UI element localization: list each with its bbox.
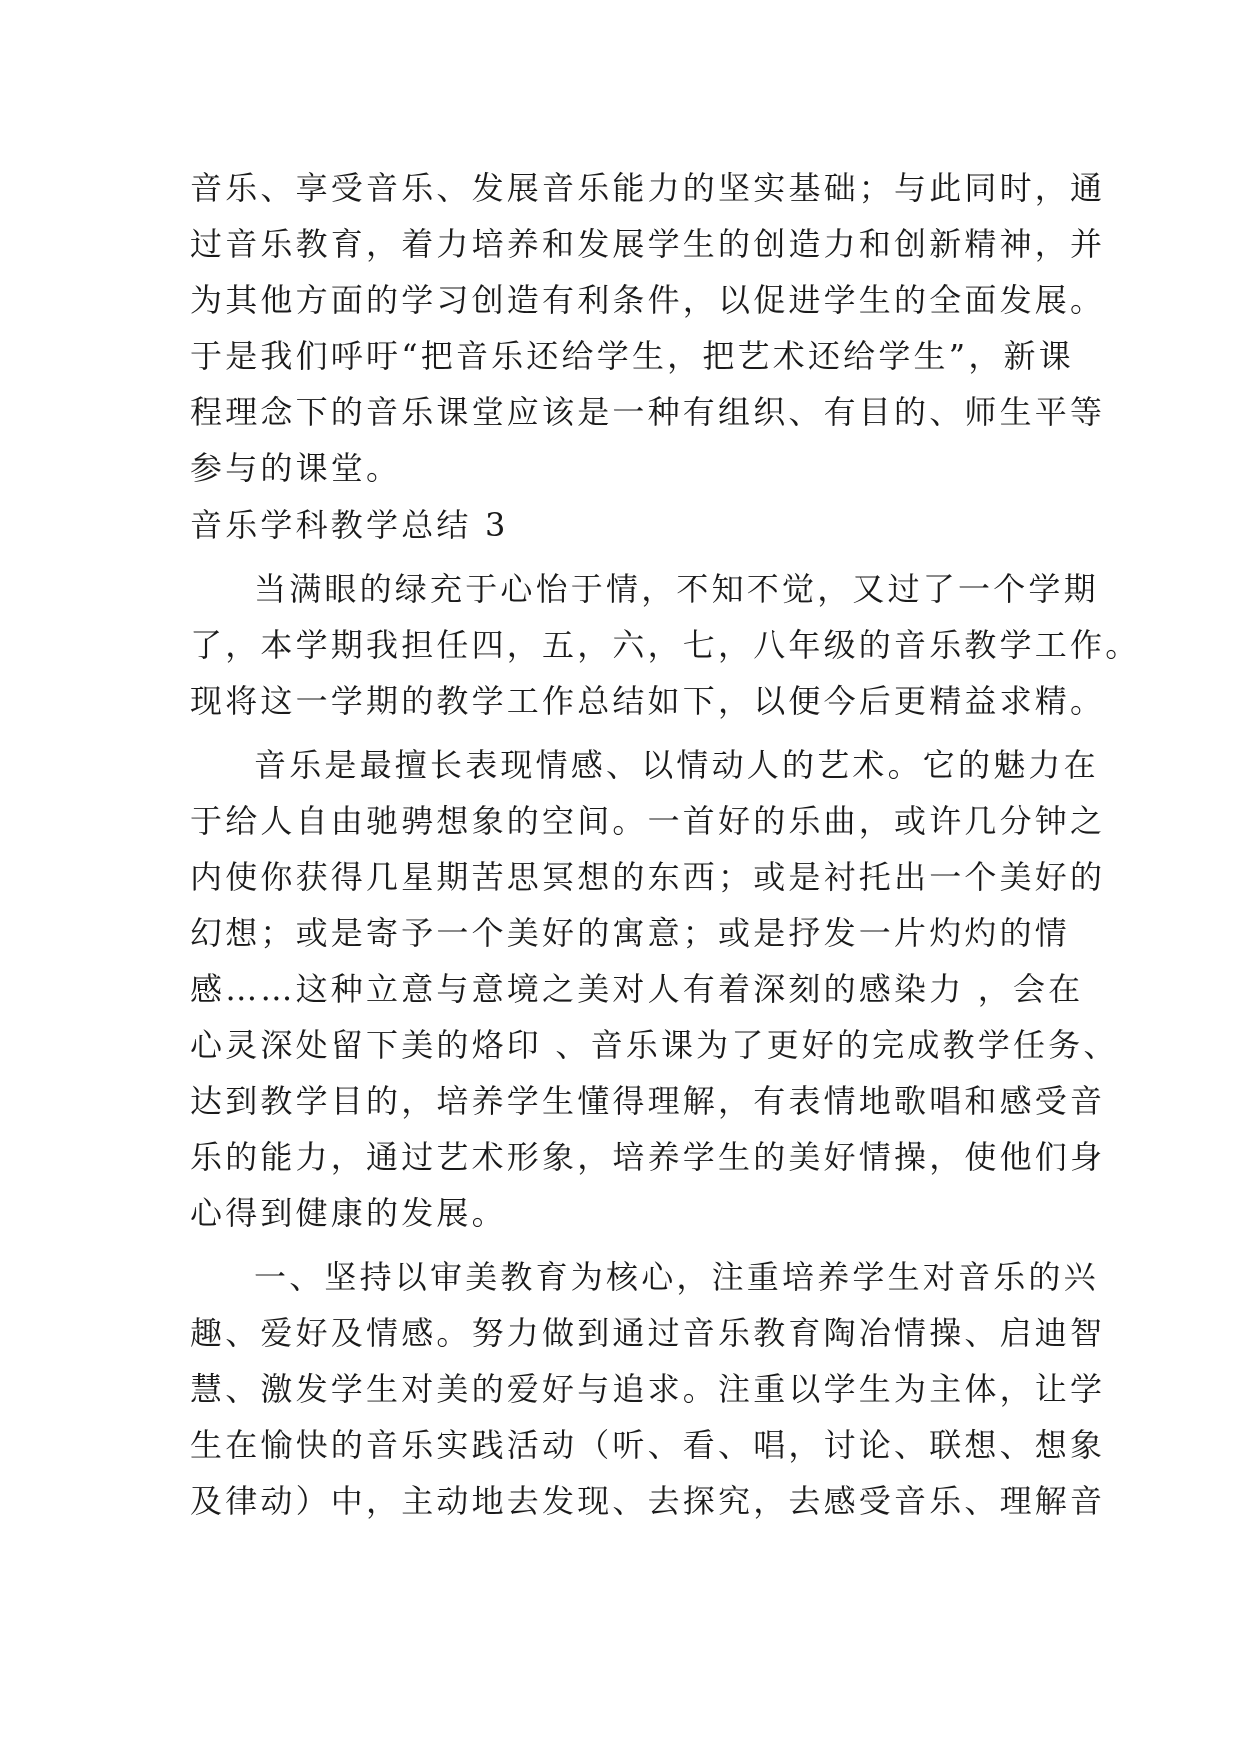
text-line: 生在愉快的音乐实践活动（听、看、唱，讨论、联想、想象 — [190, 1426, 1106, 1464]
text-line: 了，本学期我担任四，五，六，七，八年级的音乐教学工作。 — [190, 626, 1141, 664]
text-line: 音乐是最擅长表现情感、以情动人的艺术。它的魅力在 — [254, 746, 1099, 784]
text-line: 趣、爱好及情感。努力做到通过音乐教育陶冶情操、启迪智 — [190, 1314, 1106, 1352]
text-line: 程理念下的音乐课堂应该是一种有组织、有目的、师生平等 — [190, 393, 1106, 431]
text-line: 参与的课堂。 — [190, 449, 402, 487]
text-line: 幻想；或是寄予一个美好的寓意；或是抒发一片灼灼的情 — [190, 914, 1071, 952]
text-line: 感……这种立意与意境之美对人有着深刻的感染力 ，会在 — [190, 970, 1084, 1008]
text-line: 乐的能力，通过艺术形象，培养学生的美好情操，使他们身 — [190, 1138, 1106, 1176]
text-line: 于是我们呼吁“把音乐还给学生，把艺术还给学生”，新课 — [190, 337, 1074, 375]
text-line: 慧、激发学生对美的爱好与追求。注重以学生为主体，让学 — [190, 1370, 1106, 1408]
text-line: 内使你获得几星期苦思冥想的东西；或是衬托出一个美好的 — [190, 858, 1106, 896]
text-line: 于给人自由驰骋想象的空间。一首好的乐曲，或许几分钟之 — [190, 802, 1106, 840]
text-line: 为其他方面的学习创造有利条件，以促进学生的全面发展。 — [190, 281, 1106, 319]
text-line: 及律动）中，主动地去发现、去探究，去感受音乐、理解音 — [190, 1482, 1106, 1520]
text-line: 达到教学目的，培养学生懂得理解，有表情地歌唱和感受音 — [190, 1082, 1106, 1120]
text-line: 心得到健康的发展。 — [190, 1194, 507, 1232]
section-heading: 音乐学科教学总结 3 — [190, 506, 509, 544]
text-line: 当满眼的绿充于心怡于情，不知不觉，又过了一个学期 — [254, 570, 1099, 608]
text-line: 一、坚持以审美教育为核心，注重培养学生对音乐的兴 — [254, 1258, 1099, 1296]
text-line: 心灵深处留下美的烙印 、音乐课为了更好的完成教学任务、 — [190, 1026, 1119, 1064]
text-line: 音乐、享受音乐、发展音乐能力的坚实基础；与此同时，通 — [190, 169, 1106, 207]
text-line: 过音乐教育，着力培养和发展学生的创造力和创新精神，并 — [190, 225, 1106, 263]
text-line: 现将这一学期的教学工作总结如下，以便今后更精益求精。 — [190, 682, 1106, 720]
